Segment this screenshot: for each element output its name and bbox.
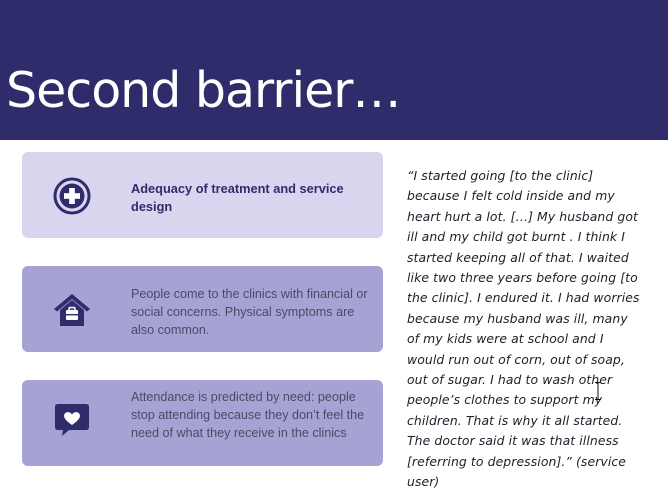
slide-header bbox=[0, 0, 668, 140]
quote-line: because my husband was ill, many bbox=[407, 310, 628, 326]
quote-line: the clinic]. I endured it. I had worries bbox=[407, 290, 640, 306]
quote-line: The doctor said it was that illness bbox=[407, 433, 619, 449]
text-cursor-icon bbox=[595, 382, 601, 400]
card-text: Adequacy of treatment and service design bbox=[131, 181, 344, 214]
quote-line: ill and my child got burnt . I think I bbox=[407, 229, 625, 245]
quote-line: because I felt cold inside and my bbox=[407, 188, 615, 204]
quote-line: [referring to depression].” (service bbox=[407, 453, 627, 469]
quote-line: started keeping all of that. I waited bbox=[407, 249, 629, 265]
heart-message-icon bbox=[52, 400, 92, 440]
plus-circle-icon bbox=[52, 176, 92, 216]
quote-line: like two three years before going [to bbox=[407, 270, 638, 286]
quote-line: of my kids were at school and I bbox=[407, 331, 604, 347]
quote-line: would run out of corn, out of soap, bbox=[407, 351, 625, 367]
card-treatment-design bbox=[22, 152, 383, 238]
slide-title: Second barrier… bbox=[6, 62, 401, 119]
house-icon bbox=[52, 290, 92, 330]
quote-line: children. That is why it all started. bbox=[407, 412, 623, 428]
card-clinic-concerns bbox=[22, 266, 383, 352]
quote-line: out of sugar. I had to wash other bbox=[407, 372, 613, 388]
card-attendance-need bbox=[22, 380, 383, 466]
card-text: People come to the clinics with financial or social concerns. Physical symptoms are also common. bbox=[131, 287, 368, 337]
service-user-quote bbox=[407, 166, 663, 493]
quote-line: user) bbox=[407, 474, 440, 490]
card-text: Attendance is predicted by need: people stop attending because they don’t feel the need of what they receive in the clinics bbox=[131, 390, 365, 440]
quote-line: people’s clothes to support my bbox=[407, 392, 603, 408]
quote-line: heart hurt a lot. […] My husband got bbox=[407, 208, 638, 224]
quote-line: “I started going [to the clinic] bbox=[407, 168, 594, 183]
